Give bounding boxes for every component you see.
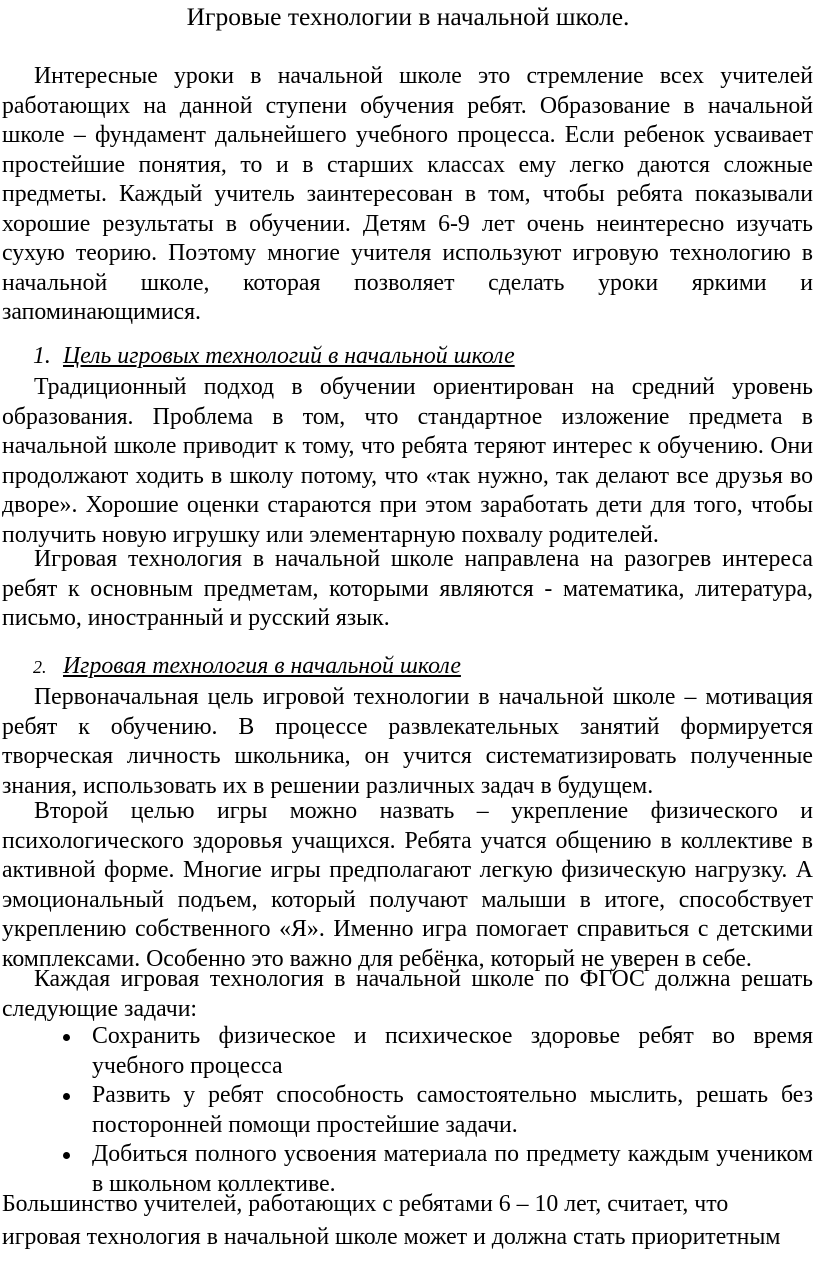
section2-number: 2. (33, 657, 47, 677)
section2-heading (33, 652, 461, 683)
list-item-text: Сохранить физическое и психическое здоровье ребят во время учебного процесса (92, 1023, 813, 1079)
tasks-list (0, 1022, 813, 1199)
closing-line-1: Большинство учителей, работающих с ребятами 6 – 10 лет, считает, что (2, 1191, 729, 1217)
bullet-icon (63, 1034, 70, 1041)
section1-paragraph-2: Игровая технология в начальной школе направлена на разогрев интереса ребят к основным предметам, которыми являются - математика, литература, письмо, иностранный и русский язык. (2, 546, 813, 631)
list-item (0, 1081, 813, 1140)
section2-paragraph-2: Второй целью игры можно назвать – укрепление физического и психологического здоровья учащихся. Ребята учатся общению в коллективе в активной форме. Многие игры предполагают легкую физическую нагрузку. А эмоциональный подъем, который получают малыши в итоге, способствует укреплению собственного «Я». Именно игра помогает справиться с детскими комплексами. Особенно это важно для ребёнка, который не уверен в себе. (2, 798, 813, 972)
section2-heading-text: Игровая технология в начальной школе (63, 653, 461, 679)
bullet-icon (63, 1152, 70, 1159)
section1-heading (33, 342, 515, 372)
document-title: Игровые технологии в начальной школе. (186, 2, 630, 31)
list-item (0, 1022, 813, 1081)
section1-number: 1. (33, 343, 51, 369)
list-item-text: Добиться полного усвоения материала по предмету каждым учеником в школьном коллективе. (92, 1141, 813, 1197)
section2-paragraph-1: Первоначальная цель игровой технологии в начальной школе – мотивация ребят к обучению. В процессе развлекательных занятий формируется творческая личность школьника, он учится систематизировать полученные знания, использовать их в решении различных задач в будущем. (2, 684, 813, 799)
list-item-text: Развить у ребят способность самостоятельно мыслить, решать без посторонней помощи простейшие задачи. (92, 1082, 813, 1138)
closing-line-2: игровая технология в начальной школе может и должна стать приоритетным (2, 1224, 781, 1250)
section2-paragraph-3: Каждая игровая технология в начальной школе по ФГОС должна решать следующие задачи: (2, 966, 813, 1022)
section1-paragraph-1: Традиционный подход в обучении ориентирован на средний уровень образования. Проблема в том, что стандартное изложение предмета в начальной школе приводит к тому, что ребята теряют интерес к обучению. Они продолжают ходить в школу потому, что «так нужно, так делают все друзья во дворе». Хорошие оценки стараются при этом заработать дети для того, чтобы получить новую игрушку или элементарную похвалу родителей. (2, 374, 813, 548)
section1-heading-text: Цель игровых технологий в начальной школе (63, 343, 515, 369)
intro-paragraph: Интересные уроки в начальной школе это стремление всех учителей работающих на данной ступени обучения ребят. Образование в начальной школе – фундамент дальнейшего учебного процесса. Если ребенок усваивает простейшие понятия, то и в старших классах ему легко даются сложные предметы. Каждый учитель заинтересован в том, чтобы ребята показывали хорошие результаты в обучении. Детям 6-9 лет очень неинтересно изучать сухую теорию. Поэтому многие учителя используют игровую технологию в начальной школе, которая позволяет сделать уроки яркими и запоминающимися. (2, 63, 813, 325)
bullet-icon (63, 1093, 70, 1100)
